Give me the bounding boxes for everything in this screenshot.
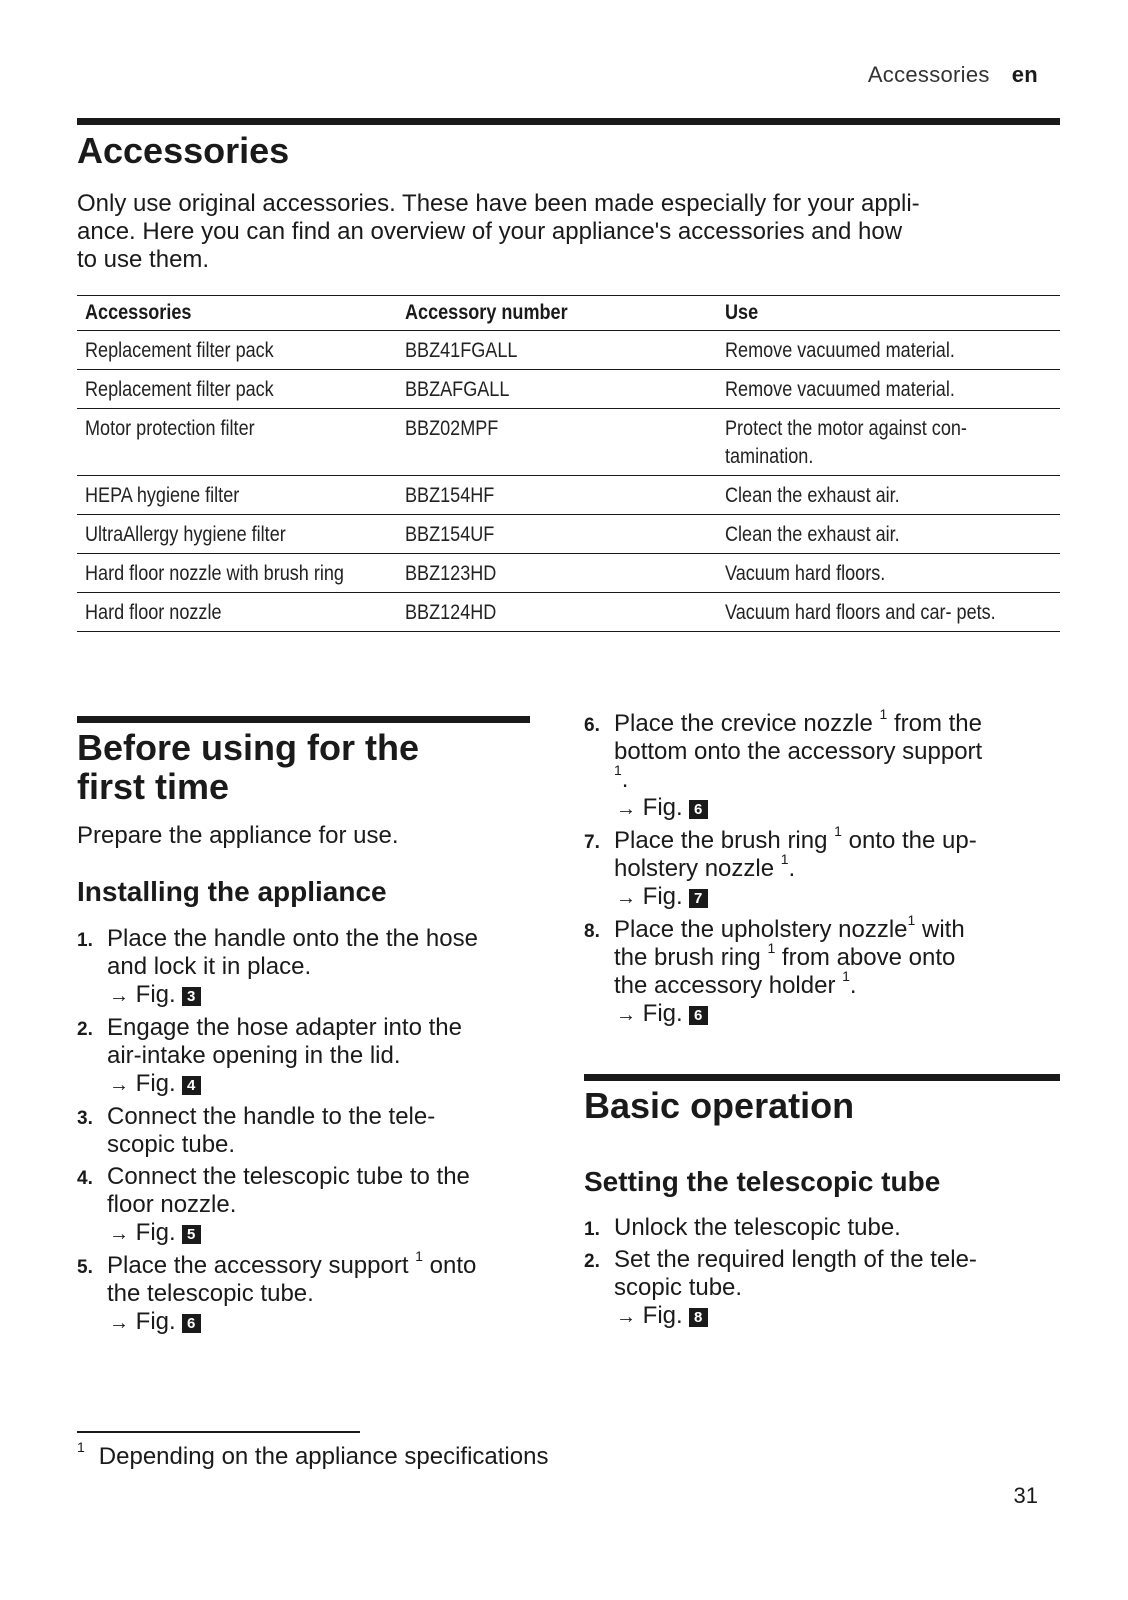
- header-accessories: Accessories: [77, 296, 397, 331]
- accessories-table: [77, 295, 1060, 632]
- cell-use: Clean the exhaust air.: [717, 515, 1060, 554]
- cell-number: BBZ154HF: [397, 476, 717, 515]
- footnote-text: Depending on the appliance specifications: [98, 1443, 549, 1470]
- cell-accessory: Replacement filter pack: [77, 331, 397, 370]
- arrow-right-icon: →: [109, 1223, 129, 1245]
- figure-reference: → Fig. 4: [107, 1070, 547, 1099]
- section-rule-accessories: [77, 118, 1060, 125]
- table-row: [77, 331, 1060, 370]
- figure-reference: → Fig. 8: [614, 1302, 1060, 1331]
- cell-accessory: Motor protection filter: [77, 409, 397, 476]
- figure-number-badge: 8: [689, 1308, 708, 1327]
- intro-line: Only use original accessories. These have been made especially for your appli-: [77, 190, 920, 217]
- figure-reference: → Fig. 7: [614, 883, 1060, 912]
- figure-number-badge: 7: [689, 889, 708, 908]
- arrow-right-icon: →: [109, 1312, 129, 1334]
- cell-use: Clean the exhaust air.: [717, 476, 1060, 515]
- footnote-mark: 1: [77, 1439, 85, 1455]
- figure-reference: → Fig. 5: [107, 1219, 547, 1248]
- cell-number: BBZ02MPF: [397, 409, 717, 476]
- figure-reference: → Fig. 6: [107, 1308, 547, 1337]
- cell-use: Vacuum hard floors.: [717, 554, 1060, 593]
- arrow-right-icon: →: [616, 887, 636, 909]
- list-item: 1. Unlock the telescopic tube.: [584, 1214, 901, 1241]
- page-number: 31: [1013, 1483, 1038, 1508]
- figure-reference: → Fig. 6: [614, 1000, 1060, 1029]
- running-header-section: Accessories: [867, 62, 990, 87]
- accessories-intro: [77, 190, 1067, 274]
- list-item: 5. Place the accessory support $^1$ onto the telescopic tube. → Fig. 6: [77, 1252, 547, 1337]
- arrow-right-icon: →: [109, 1074, 129, 1096]
- basic-operation-title: Basic operation: [584, 1085, 855, 1126]
- table-row: [77, 409, 1060, 476]
- list-item: 4. Connect the telescopic tube to the floor nozzle. → Fig. 5: [77, 1163, 547, 1248]
- telescopic-steps: [584, 1214, 1060, 1335]
- cell-use: Remove vacuumed material.: [717, 370, 1060, 409]
- language-code: en: [1011, 62, 1038, 87]
- cell-accessory: Hard floor nozzle with brush ring: [77, 554, 397, 593]
- figure-number-badge: 6: [689, 800, 708, 819]
- cell-number: BBZAFGALL: [397, 370, 717, 409]
- header-accessory-number: Accessory number: [397, 296, 717, 331]
- accessories-title: Accessories: [77, 130, 290, 171]
- cell-accessory: Replacement filter pack: [77, 370, 397, 409]
- header-use: Use: [717, 296, 1060, 331]
- list-item: 6. Place the crevice nozzle $^1$ from the bottom onto the accessory support $^1$. → Fig. 6: [584, 710, 1060, 823]
- cell-number: BBZ123HD: [397, 554, 717, 593]
- intro-line: to use them.: [77, 246, 210, 273]
- table-row: [77, 515, 1060, 554]
- list-item: 3. Connect the handle to the tele- scopic tube.: [77, 1103, 436, 1158]
- section-rule-basic-operation: [584, 1074, 1060, 1081]
- telescopic-tube-title: Setting the telescopic tube: [584, 1166, 941, 1197]
- arrow-right-icon: →: [616, 798, 636, 820]
- section-rule-before-use: [77, 716, 530, 723]
- arrow-right-icon: →: [616, 1306, 636, 1328]
- table-header-row: [77, 296, 1060, 331]
- installing-title: Installing the appliance: [77, 876, 387, 907]
- cell-accessory: UltraAllergy hygiene filter: [77, 515, 397, 554]
- figure-number-badge: 3: [182, 987, 201, 1006]
- before-use-intro: Prepare the appliance for use.: [77, 822, 399, 849]
- installing-steps: [77, 925, 547, 1341]
- table-row: [77, 554, 1060, 593]
- table-row: [77, 593, 1060, 632]
- figure-number-badge: 5: [182, 1225, 201, 1244]
- table-row: [77, 476, 1060, 515]
- cell-use: Remove vacuumed material.: [717, 331, 1060, 370]
- cell-number: BBZ41FGALL: [397, 331, 717, 370]
- list-item: 1. Place the handle onto the the hose and lock it in place. → Fig. 3: [77, 925, 547, 1010]
- footnote: [77, 1432, 548, 1472]
- figure-number-badge: 6: [182, 1314, 201, 1333]
- cell-number: BBZ124HD: [397, 593, 717, 632]
- running-header: [868, 62, 1038, 88]
- arrow-right-icon: →: [616, 1004, 636, 1026]
- list-item: 7. Place the brush ring $^1$ onto the up- holstery nozzle $^1$. → Fig. 7: [584, 827, 1060, 912]
- intro-line: ance. Here you can find an overview of your appliance's accessories and how: [77, 218, 903, 245]
- list-item: 2. Set the required length of the tele- scopic tube. → Fig. 8: [584, 1246, 1060, 1331]
- figure-reference: → Fig. 6: [614, 794, 1060, 823]
- list-item: 2. Engage the hose adapter into the air-intake opening in the lid. → Fig. 4: [77, 1014, 547, 1099]
- before-use-title: Before using for the first time: [77, 727, 420, 807]
- accessory-steps: [584, 706, 1060, 1033]
- arrow-right-icon: →: [109, 985, 129, 1007]
- list-item: 8. Place the upholstery nozzle$^1$ with the brush ring $^1$ from above onto the accessory holder $^1$. → Fig. 6: [584, 916, 1060, 1029]
- cell-use: Protect the motor against con- tamination.: [717, 409, 1060, 476]
- cell-use: Vacuum hard floors and car- pets.: [717, 593, 1060, 632]
- figure-number-badge: 4: [182, 1076, 201, 1095]
- cell-number: BBZ154UF: [397, 515, 717, 554]
- table-row: [77, 370, 1060, 409]
- figure-reference: → Fig. 3: [107, 981, 547, 1010]
- figure-number-badge: 6: [689, 1006, 708, 1025]
- cell-accessory: HEPA hygiene filter: [77, 476, 397, 515]
- cell-accessory: Hard floor nozzle: [77, 593, 397, 632]
